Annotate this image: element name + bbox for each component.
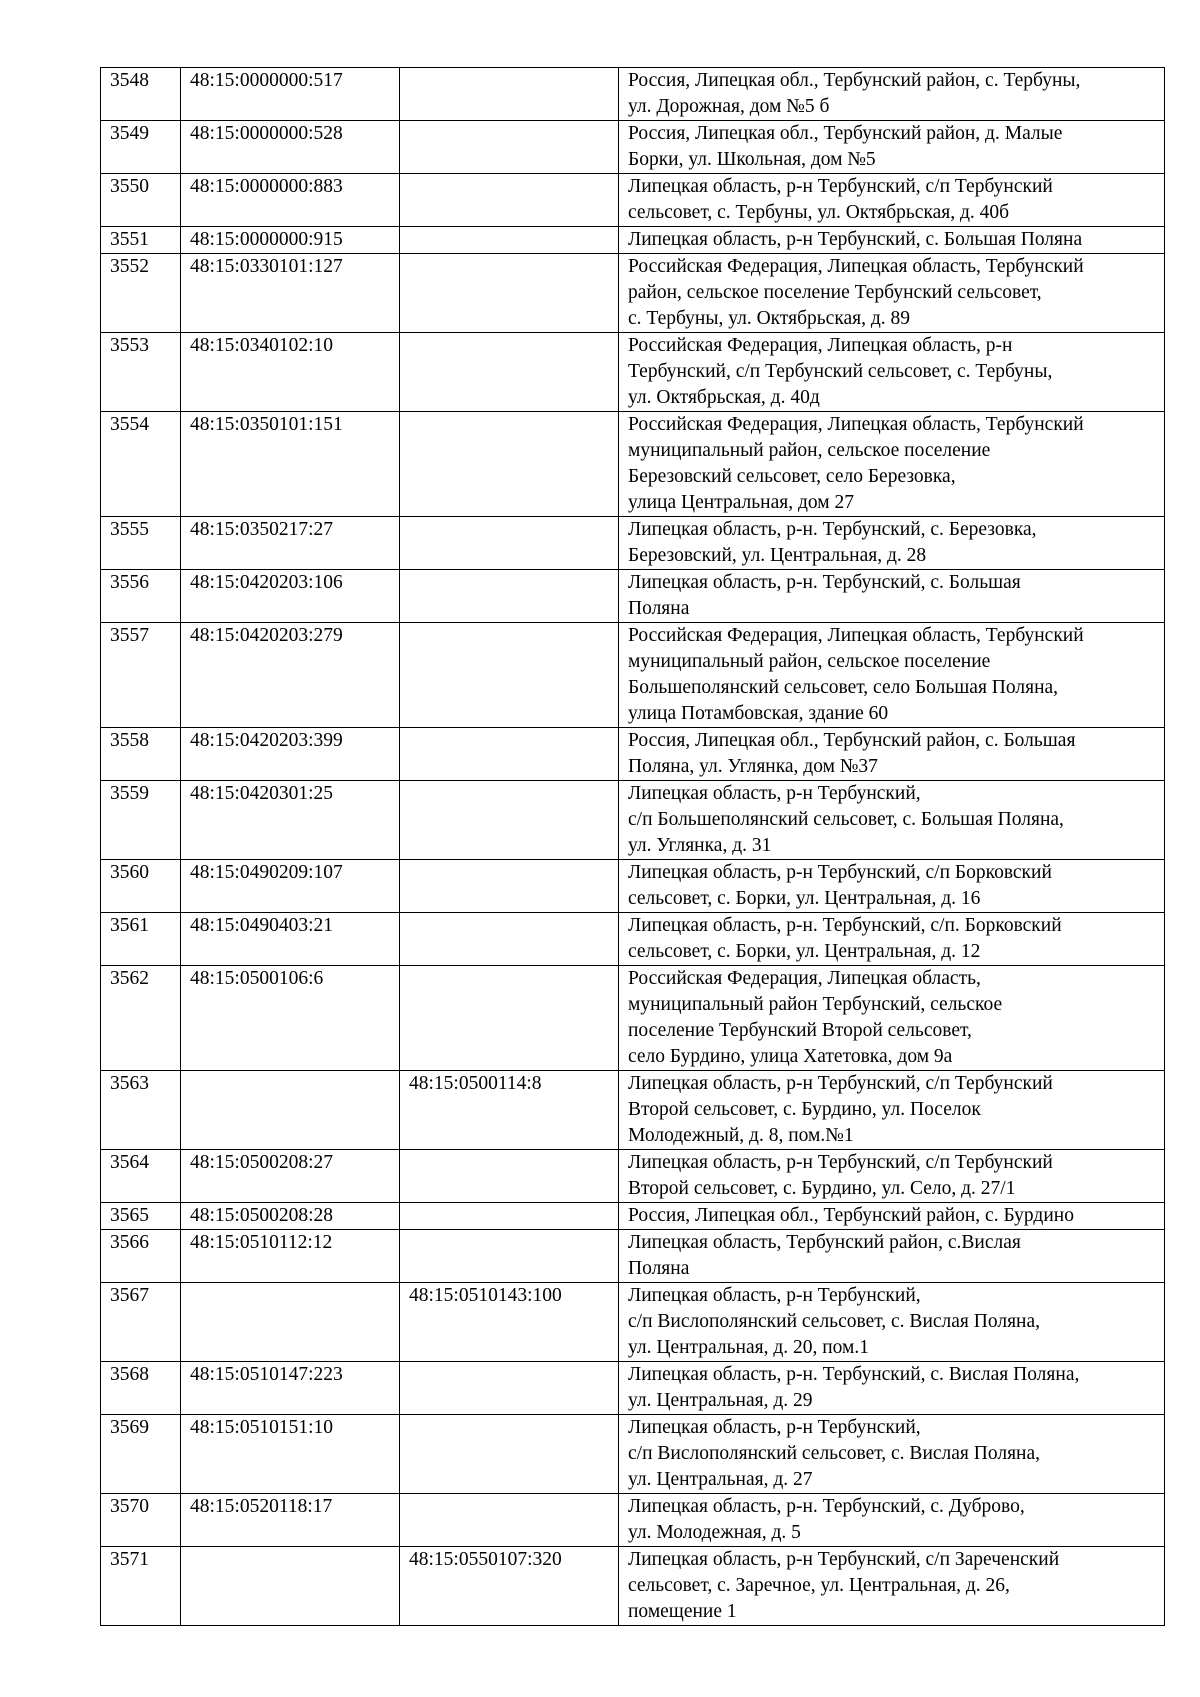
address-line: Поляна, ул. Углянка, дом №37 — [628, 756, 878, 777]
building-cadastral-number — [400, 570, 619, 623]
land-cadastral-number: 48:15:0420203:399 — [181, 728, 400, 781]
land-cadastral-number: 48:15:0500106:6 — [181, 966, 400, 1071]
address-cell — [619, 966, 1165, 1071]
address-line: Россия, Липецкая обл., Тербунский район, д. Малые — [628, 123, 1063, 144]
building-cadastral-number — [400, 227, 619, 254]
land-cadastral-number — [181, 1547, 400, 1626]
land-cadastral-number: 48:15:0420203:106 — [181, 570, 400, 623]
land-cadastral-number: 48:15:0420301:25 — [181, 781, 400, 860]
building-cadastral-number — [400, 1362, 619, 1415]
address-line: Липецкая область, р-н Тербунский, с/п Тербунский — [628, 1152, 1053, 1173]
address-line: ул. Дорожная, дом №5 б — [628, 96, 830, 117]
table-row — [101, 913, 1165, 966]
address-line: сельсовет, с. Тербуны, ул. Октябрьская, д. 40б — [628, 202, 1010, 223]
building-cadastral-number — [400, 623, 619, 728]
address-line: Липецкая область, р-н. Тербунский, с. Дуброво, — [628, 1496, 1025, 1517]
row-number: 3554 — [101, 412, 181, 517]
address-cell — [619, 781, 1165, 860]
address-cell — [619, 570, 1165, 623]
row-number: 3567 — [101, 1283, 181, 1362]
building-cadastral-number: 48:15:0510143:100 — [400, 1283, 619, 1362]
address-cell — [619, 121, 1165, 174]
address-cell — [619, 728, 1165, 781]
address-line: Поляна — [628, 598, 690, 619]
building-cadastral-number — [400, 966, 619, 1071]
address-line: ул. Октябрьская, д. 40д — [628, 387, 820, 408]
row-number: 3553 — [101, 333, 181, 412]
address-line: муниципальный район, сельское поселение — [628, 651, 991, 672]
table-row — [101, 1071, 1165, 1150]
row-number: 3565 — [101, 1203, 181, 1230]
address-cell — [619, 1415, 1165, 1494]
row-number: 3564 — [101, 1150, 181, 1203]
land-cadastral-number — [181, 1071, 400, 1150]
land-cadastral-number: 48:15:0350101:151 — [181, 412, 400, 517]
address-line: Липецкая область, р-н Тербунский, — [628, 1285, 921, 1306]
address-cell — [619, 517, 1165, 570]
row-number: 3562 — [101, 966, 181, 1071]
land-cadastral-number: 48:15:0510151:10 — [181, 1415, 400, 1494]
address-line: Тербунский, с/п Тербунский сельсовет, с. Тербуны, — [628, 361, 1053, 382]
row-number: 3558 — [101, 728, 181, 781]
registry-table — [100, 67, 1165, 1626]
land-cadastral-number: 48:15:0510112:12 — [181, 1230, 400, 1283]
building-cadastral-number: 48:15:0550107:320 — [400, 1547, 619, 1626]
land-cadastral-number: 48:15:0000000:883 — [181, 174, 400, 227]
address-cell — [619, 860, 1165, 913]
address-line: с. Тербуны, ул. Октябрьская, д. 89 — [628, 308, 911, 329]
building-cadastral-number — [400, 1494, 619, 1547]
row-number: 3561 — [101, 913, 181, 966]
address-cell — [619, 1362, 1165, 1415]
row-number: 3552 — [101, 254, 181, 333]
table-row — [101, 1203, 1165, 1230]
row-number: 3560 — [101, 860, 181, 913]
address-line: улица Центральная, дом 27 — [628, 492, 854, 513]
table-row — [101, 412, 1165, 517]
row-number: 3548 — [101, 68, 181, 121]
address-line: с/п Большеполянский сельсовет, с. Большая Поляна, — [628, 809, 1064, 830]
address-line: Липецкая область, Тербунский район, с.Вислая — [628, 1232, 1021, 1253]
table-row — [101, 174, 1165, 227]
row-number: 3570 — [101, 1494, 181, 1547]
building-cadastral-number — [400, 174, 619, 227]
table-row — [101, 121, 1165, 174]
land-cadastral-number: 48:15:0000000:517 — [181, 68, 400, 121]
address-line: поселение Тербунский Второй сельсовет, — [628, 1020, 972, 1041]
address-line: Молодежный, д. 8, пом.№1 — [628, 1125, 854, 1146]
table-row — [101, 728, 1165, 781]
table-row — [101, 1230, 1165, 1283]
address-line: село Бурдино, улица Хатетовка, дом 9а — [628, 1046, 953, 1067]
address-cell — [619, 623, 1165, 728]
address-cell — [619, 1494, 1165, 1547]
address-line: Березовский, ул. Центральная, д. 28 — [628, 545, 927, 566]
address-line: Борки, ул. Школьная, дом №5 — [628, 149, 876, 170]
address-cell — [619, 1547, 1165, 1626]
address-cell — [619, 1150, 1165, 1203]
table-row — [101, 860, 1165, 913]
row-number: 3568 — [101, 1362, 181, 1415]
row-number: 3569 — [101, 1415, 181, 1494]
address-line: Второй сельсовет, с. Бурдино, ул. Село, д. 27/1 — [628, 1178, 1016, 1199]
building-cadastral-number — [400, 121, 619, 174]
building-cadastral-number — [400, 1415, 619, 1494]
land-cadastral-number: 48:15:0490403:21 — [181, 913, 400, 966]
land-cadastral-number: 48:15:0420203:279 — [181, 623, 400, 728]
address-cell — [619, 1203, 1165, 1230]
address-line: сельсовет, с. Борки, ул. Центральная, д. 16 — [628, 888, 981, 909]
address-line: Липецкая область, р-н Тербунский, — [628, 783, 921, 804]
row-number: 3549 — [101, 121, 181, 174]
address-line: ул. Углянка, д. 31 — [628, 835, 772, 856]
building-cadastral-number — [400, 913, 619, 966]
address-cell — [619, 174, 1165, 227]
address-line: Второй сельсовет, с. Бурдино, ул. Поселок — [628, 1099, 981, 1120]
address-line: ул. Центральная, д. 20, пом.1 — [628, 1337, 870, 1358]
address-line: Березовский сельсовет, село Березовка, — [628, 466, 956, 487]
land-cadastral-number: 48:15:0340102:10 — [181, 333, 400, 412]
address-line: Липецкая область, р-н Тербунский, с/п Борковский — [628, 862, 1052, 883]
address-line: Российская Федерация, Липецкая область, Тербунский — [628, 625, 1084, 646]
row-number: 3559 — [101, 781, 181, 860]
address-cell — [619, 412, 1165, 517]
table-row — [101, 623, 1165, 728]
address-line: улица Потамбовская, здание 60 — [628, 703, 889, 724]
building-cadastral-number — [400, 1230, 619, 1283]
row-number: 3571 — [101, 1547, 181, 1626]
land-cadastral-number: 48:15:0000000:528 — [181, 121, 400, 174]
address-line: с/п Вислополянский сельсовет, с. Вислая Поляна, — [628, 1443, 1041, 1464]
land-cadastral-number: 48:15:0500208:28 — [181, 1203, 400, 1230]
land-cadastral-number: 48:15:0510147:223 — [181, 1362, 400, 1415]
address-line: Липецкая область, р-н Тербунский, с/п Тербунский — [628, 1073, 1053, 1094]
address-line: Липецкая область, р-н. Тербунский, с/п. Борковский — [628, 915, 1062, 936]
address-line: Российская Федерация, Липецкая область, Тербунский — [628, 256, 1084, 277]
building-cadastral-number — [400, 728, 619, 781]
table-row — [101, 781, 1165, 860]
building-cadastral-number — [400, 860, 619, 913]
land-cadastral-number: 48:15:0520118:17 — [181, 1494, 400, 1547]
row-number: 3556 — [101, 570, 181, 623]
land-cadastral-number: 48:15:0500208:27 — [181, 1150, 400, 1203]
building-cadastral-number — [400, 1203, 619, 1230]
building-cadastral-number — [400, 781, 619, 860]
address-line: Российская Федерация, Липецкая область, р-н — [628, 335, 1013, 356]
table-row — [101, 1494, 1165, 1547]
address-line: муниципальный район, сельское поселение — [628, 440, 991, 461]
address-line: Россия, Липецкая обл., Тербунский район, с. Большая — [628, 730, 1076, 751]
address-cell — [619, 333, 1165, 412]
table-row — [101, 68, 1165, 121]
address-line: муниципальный район Тербунский, сельское — [628, 994, 1003, 1015]
address-cell — [619, 227, 1165, 254]
address-line: помещение 1 — [628, 1601, 737, 1622]
address-line: сельсовет, с. Борки, ул. Центральная, д. 12 — [628, 941, 981, 962]
row-number: 3550 — [101, 174, 181, 227]
building-cadastral-number — [400, 254, 619, 333]
address-line: Липецкая область, р-н Тербунский, с/п Зареченский — [628, 1549, 1060, 1570]
address-cell — [619, 913, 1165, 966]
address-line: ул. Центральная, д. 27 — [628, 1469, 813, 1490]
building-cadastral-number — [400, 517, 619, 570]
row-number: 3551 — [101, 227, 181, 254]
row-number: 3555 — [101, 517, 181, 570]
row-number: 3563 — [101, 1071, 181, 1150]
address-line: Липецкая область, р-н Тербунский, с. Большая Поляна — [628, 229, 1083, 250]
table-row — [101, 517, 1165, 570]
address-line: ул. Молодежная, д. 5 — [628, 1522, 801, 1543]
building-cadastral-number — [400, 333, 619, 412]
table-row — [101, 333, 1165, 412]
address-cell — [619, 1230, 1165, 1283]
address-line: Российская Федерация, Липецкая область, Тербунский — [628, 414, 1084, 435]
address-line: Поляна — [628, 1258, 690, 1279]
address-line: Липецкая область, р-н. Тербунский, с. Березовка, — [628, 519, 1037, 540]
building-cadastral-number — [400, 1150, 619, 1203]
building-cadastral-number — [400, 412, 619, 517]
table-row — [101, 1415, 1165, 1494]
table-row — [101, 570, 1165, 623]
address-line: Липецкая область, р-н Тербунский, — [628, 1417, 921, 1438]
row-number: 3557 — [101, 623, 181, 728]
address-line: ул. Центральная, д. 29 — [628, 1390, 813, 1411]
address-line: Большеполянский сельсовет, село Большая Поляна, — [628, 677, 1059, 698]
land-cadastral-number: 48:15:0350217:27 — [181, 517, 400, 570]
building-cadastral-number — [400, 68, 619, 121]
table-body — [101, 68, 1165, 1626]
table-row — [101, 254, 1165, 333]
address-line: Российская Федерация, Липецкая область, — [628, 968, 981, 989]
table-row — [101, 1362, 1165, 1415]
row-number: 3566 — [101, 1230, 181, 1283]
table-row — [101, 1283, 1165, 1362]
address-line: Россия, Липецкая обл., Тербунский район, с. Бурдино — [628, 1205, 1074, 1226]
land-cadastral-number: 48:15:0490209:107 — [181, 860, 400, 913]
address-cell — [619, 1071, 1165, 1150]
address-line: Липецкая область, р-н. Тербунский, с. Большая — [628, 572, 1021, 593]
address-cell — [619, 254, 1165, 333]
land-cadastral-number — [181, 1283, 400, 1362]
address-line: район, сельское поселение Тербунский сельсовет, — [628, 282, 1042, 303]
address-line: с/п Вислополянский сельсовет, с. Вислая Поляна, — [628, 1311, 1041, 1332]
building-cadastral-number: 48:15:0500114:8 — [400, 1071, 619, 1150]
land-cadastral-number: 48:15:0000000:915 — [181, 227, 400, 254]
table-row — [101, 966, 1165, 1071]
table-row — [101, 1547, 1165, 1626]
table-row — [101, 227, 1165, 254]
address-line: Россия, Липецкая обл., Тербунский район, с. Тербуны, — [628, 70, 1081, 91]
table-row — [101, 1150, 1165, 1203]
address-cell — [619, 1283, 1165, 1362]
land-cadastral-number: 48:15:0330101:127 — [181, 254, 400, 333]
address-cell — [619, 68, 1165, 121]
address-line: Липецкая область, р-н. Тербунский, с. Вислая Поляна, — [628, 1364, 1080, 1385]
address-line: Липецкая область, р-н Тербунский, с/п Тербунский — [628, 176, 1053, 197]
address-line: сельсовет, с. Заречное, ул. Центральная, д. 26, — [628, 1575, 1010, 1596]
